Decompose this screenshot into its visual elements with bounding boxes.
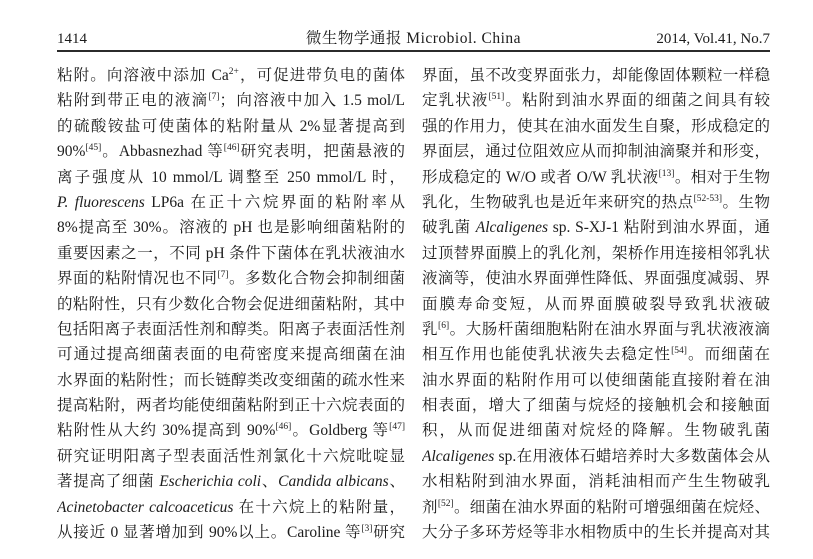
text-run: 。多数化合物会抑制细菌: [228, 270, 405, 288]
text-line: [422, 495, 770, 520]
text-line: [57, 368, 405, 393]
species-name: Alcaligenes: [422, 447, 495, 465]
text-run: 研究证明阳离子型表面活性剂氯化十六烷吡啶显: [57, 447, 405, 465]
right-column: [422, 63, 770, 545]
text-run: 乳: [422, 320, 439, 338]
text-run: 90%: [57, 143, 86, 161]
citation-superscript: [45]: [85, 143, 102, 154]
text-line: [422, 520, 770, 545]
text-run: 的粘附性，只有少数化合物会促进细菌粘附，其中: [57, 295, 405, 313]
text-line: [422, 139, 770, 164]
text-line: [57, 63, 405, 88]
text-line: [57, 292, 405, 317]
text-run: 水相粘附到油水界面，消耗油相而产生生物破乳: [422, 473, 770, 491]
species-name: Acinetobacter calcoaceticus: [57, 498, 234, 516]
citation-superscript: [13]: [658, 168, 675, 179]
citation-superscript: 2+: [228, 66, 239, 77]
text-run: 。Goldberg 等: [291, 422, 390, 440]
text-run: sp.在用液体石蜡培养时大多数菌体会从: [494, 447, 770, 465]
text-run: 著提高了细菌: [57, 473, 160, 491]
text-line: [422, 393, 770, 418]
species-name: Candida albicans: [278, 473, 389, 491]
text-run: 粘附到带正电的液滴: [57, 92, 209, 110]
text-run: 、: [388, 473, 405, 491]
text-line: [57, 114, 405, 139]
species-name: P. fluorescens: [57, 193, 145, 211]
text-line: [57, 215, 405, 240]
text-run: 界面，虽不改变界面张力，却能像固体颗粒一样稳: [422, 67, 770, 84]
text-run: 。细菌在油水界面的粘附可增强细菌在烷烃、: [453, 498, 770, 516]
citation-superscript: [52-53]: [693, 193, 723, 204]
text-run: 。生物: [722, 193, 770, 211]
text-run: sp. S-XJ-1 粘附到油水界面，通: [548, 219, 770, 237]
text-run: 过顶替界面膜上的乳化剂，架桥作用连接相邻乳状: [422, 244, 770, 262]
text-line: [422, 190, 770, 215]
text-line: [57, 444, 405, 469]
text-run: 液滴等，使油水界面弹性降低、界面强度减弱、界: [422, 270, 770, 288]
text-run: 形成稳定的 W/O 或者 O/W 乳状液: [422, 168, 659, 186]
text-line: [57, 342, 405, 367]
text-run: 重要因素之一，不同 pH 条件下菌体在乳状液油水: [57, 244, 405, 262]
text-run: ；向溶液中加入 1.5 mol/L: [219, 92, 405, 110]
text-run: 8%提高至 30%。溶液的 pH 也是影响细菌粘附的: [57, 219, 405, 237]
text-line: [57, 393, 405, 418]
text-run: 。大肠杆菌细胞粘附在油水界面与乳状液液滴: [449, 320, 770, 338]
text-line: [422, 215, 770, 240]
text-run: 破乳菌: [422, 219, 476, 237]
text-line: [422, 469, 770, 494]
species-name: Alcaligenes: [475, 219, 549, 237]
text-run: 。Abbasnezhad 等: [101, 143, 224, 161]
left-column: [57, 63, 405, 545]
page-header: [57, 26, 770, 48]
text-line: [57, 317, 405, 342]
citation-superscript: [7]: [208, 92, 220, 103]
text-line: [422, 368, 770, 393]
text-run: 乳化，生物破乳也是近年来研究的热点: [422, 193, 694, 211]
text-run: 。相对于生物: [674, 168, 770, 186]
text-run: 从接近 0 显著增加到 90%以上。Caroline 等: [57, 524, 362, 542]
text-run: ，可促进带负电的菌体: [238, 67, 405, 84]
issue-info: 2014, Vol.41, No.7: [656, 31, 770, 47]
text-run: 提高粘附，两者均能使细菌粘附到正十六烷表面的: [57, 397, 405, 415]
text-run: 。而细菌在: [686, 346, 770, 364]
text-run: 离子强度从 10 mmol/L 调整至 250 mmol/L 时，: [57, 168, 405, 186]
text-run: 水界面的粘附性；而长链醇类改变细菌的疏水性来: [57, 371, 405, 389]
text-run: 强的作用力，使其在油水面发生自聚，形成稳定的: [422, 117, 770, 135]
citation-superscript: [6]: [438, 320, 450, 331]
text-run: 相互作用也能使乳状液失去稳定性: [422, 346, 672, 364]
text-line: [422, 266, 770, 291]
text-run: 大分子多环芳烃等非水相物质中的生长并提高对其: [422, 524, 770, 542]
text-run: 积，从而促进细菌对烷烃的降解。生物破乳菌: [422, 422, 770, 440]
article-body: [57, 63, 770, 545]
text-line: [422, 342, 770, 367]
text-run: 剂: [422, 498, 438, 516]
text-line: [422, 317, 770, 342]
species-name: Escherichia coli: [159, 473, 262, 491]
text-line: [57, 139, 405, 164]
text-line: [57, 469, 405, 494]
text-run: LP6a 在正十六烷界面的粘附率从: [144, 193, 405, 211]
text-line: [57, 165, 405, 190]
text-run: 面膜寿命变短，从而界面膜破裂导致乳状液破: [422, 295, 770, 313]
page-number: 1414: [57, 31, 87, 47]
text-run: 界面的粘附情况也不同: [57, 270, 218, 288]
text-run: 研究表明，把菌悬液的: [239, 143, 405, 161]
citation-superscript: [3]: [361, 523, 373, 534]
text-run: 界面层，通过位阻效应从而抑制油滴聚并和形变，: [422, 143, 770, 161]
text-line: [422, 114, 770, 139]
text-line: [57, 190, 405, 215]
text-line: [57, 418, 405, 443]
text-line: [422, 165, 770, 190]
citation-superscript: [7]: [217, 269, 229, 280]
text-run: 可通过提高细菌表面的电荷密度来提高细菌在油: [57, 346, 405, 364]
text-line: [422, 444, 770, 469]
text-line: [57, 241, 405, 266]
citation-superscript: [52]: [437, 498, 454, 509]
text-run: 研究: [372, 524, 405, 542]
citation-superscript: [51]: [488, 92, 505, 103]
text-line: [422, 88, 770, 113]
text-run: 粘附性从大约 30%提高到 90%: [57, 422, 276, 440]
text-run: 。粘附到油水界面的细菌之间具有较: [504, 92, 770, 110]
text-run: 包括阳离子表面活性剂和醇类。阳离子表面活性剂: [57, 320, 405, 338]
text-line: [422, 241, 770, 266]
text-run: 油水界面的粘附作用可以使细菌能直接附着在油: [422, 371, 770, 389]
text-line: [422, 292, 770, 317]
text-line: [57, 520, 405, 545]
citation-superscript: [54]: [671, 346, 687, 357]
citation-superscript: [47]: [389, 422, 405, 433]
text-run: 相表面，增大了细菌与烷烃的接触机会和接触面: [422, 397, 770, 415]
text-run: 、: [261, 473, 279, 491]
text-line: [57, 266, 405, 291]
text-line: [57, 495, 405, 520]
journal-title: 微生物学通报 Microbiol. China: [305, 30, 522, 47]
text-run: 定乳状液: [422, 92, 489, 110]
text-run: 的硫酸铵盐可使菌体的粘附量从 2%显著提高到: [57, 117, 405, 135]
citation-superscript: [46]: [275, 422, 292, 433]
header-rule: [57, 50, 770, 52]
text-run: 在十六烷上的粘附量，: [233, 498, 405, 516]
text-line: [422, 63, 770, 88]
text-run: 粘附。向溶液中添加 Ca: [57, 67, 229, 84]
text-line: [57, 88, 405, 113]
text-line: [422, 418, 770, 443]
citation-superscript: [46]: [223, 143, 240, 154]
